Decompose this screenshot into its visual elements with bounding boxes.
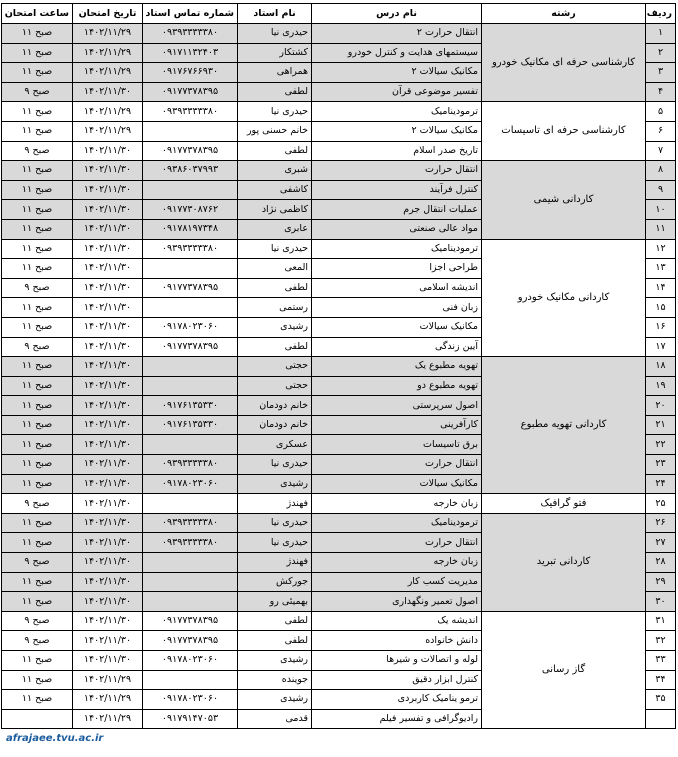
course-name: تفسیر موضوعی قرآن: [312, 82, 482, 102]
course-name: مکانیک سیالات ۲: [312, 63, 482, 83]
exam-time: صبح ۱۱: [2, 200, 73, 220]
teacher-name: شبری: [238, 161, 312, 181]
exam-time: صبح ۹: [2, 611, 73, 631]
teacher-phone: ۰۹۱۷۸۰۲۳۰۶۰: [143, 690, 238, 710]
row-number: ۲۱: [646, 415, 676, 435]
course-name: سیستمهای هدایت و کنترل خودرو: [312, 43, 482, 63]
course-name: اندیشه اسلامی: [312, 278, 482, 298]
exam-time: صبح ۱۱: [2, 435, 73, 455]
table-row: [2, 494, 676, 514]
course-name: رادیوگرافی و تفسیر فیلم: [312, 709, 482, 729]
teacher-name: رشیدی: [238, 690, 312, 710]
teacher-name: حیدری نیا: [238, 24, 312, 44]
teacher-phone: [143, 121, 238, 141]
course-name: ترمودینامیک: [312, 102, 482, 122]
exam-date: ۱۴۰۲/۱۱/۳۰: [73, 141, 143, 161]
teacher-phone: ۰۹۱۷۸۱۹۷۳۴۸: [143, 219, 238, 239]
major-cell: کارشناسی حرفه ای تاسیسات: [482, 102, 646, 161]
teacher-name: فهندژ: [238, 494, 312, 514]
header-row: [2, 4, 676, 24]
teacher-name: لطفی: [238, 631, 312, 651]
exam-date: ۱۴۰۲/۱۱/۲۹: [73, 690, 143, 710]
teacher-name: حجتی: [238, 376, 312, 396]
exam-time: صبح ۹: [2, 553, 73, 573]
row-number: ۲۷: [646, 533, 676, 553]
major-cell: کارشناسی حرفه ای مکانیک خودرو: [482, 24, 646, 102]
exam-time: صبح ۹: [2, 82, 73, 102]
table-row: [2, 161, 676, 181]
teacher-name: خانم دودمان: [238, 415, 312, 435]
row-number: ۲۶: [646, 513, 676, 533]
course-name: مکانیک سیالات: [312, 474, 482, 494]
row-number: ۳: [646, 63, 676, 83]
exam-date: ۱۴۰۲/۱۱/۳۰: [73, 435, 143, 455]
course-name: تاریخ صدر اسلام: [312, 141, 482, 161]
exam-time: صبح ۹: [2, 278, 73, 298]
course-name: ترمودینامیک: [312, 513, 482, 533]
teacher-phone: ۰۹۳۹۳۳۳۳۳۸۰: [143, 533, 238, 553]
exam-date: ۱۴۰۲/۱۱/۲۹: [73, 121, 143, 141]
course-name: زبان خارجه: [312, 553, 482, 573]
teacher-phone: ۰۹۱۷۸۰۲۳۰۶۰: [143, 651, 238, 671]
exam-date: ۱۴۰۲/۱۱/۳۰: [73, 180, 143, 200]
course-name: اصول سرپرستی: [312, 396, 482, 416]
exam-date: ۱۴۰۲/۱۱/۳۰: [73, 631, 143, 651]
row-number: ۱۶: [646, 317, 676, 337]
teacher-phone: ۰۹۳۸۶۰۳۷۹۹۳: [143, 161, 238, 181]
exam-date: ۱۴۰۲/۱۱/۳۰: [73, 474, 143, 494]
exam-schedule: [2, 3, 676, 729]
course-name: مدیریت کسب کار: [312, 572, 482, 592]
teacher-name: حجتی: [238, 357, 312, 377]
row-number: ۳۵: [646, 690, 676, 710]
teacher-phone: ۰۹۱۷۶۱۳۵۳۳۰: [143, 415, 238, 435]
exam-time: صبح ۱۱: [2, 161, 73, 181]
course-name: ترمو ینامیک کاربردی: [312, 690, 482, 710]
course-name: انتقال حرارت ۲: [312, 24, 482, 44]
teacher-phone: [143, 298, 238, 318]
teacher-phone: [143, 494, 238, 514]
teacher-name: حیدری نیا: [238, 102, 312, 122]
course-name: اندیشه یک: [312, 611, 482, 631]
exam-date: ۱۴۰۲/۱۱/۳۰: [73, 533, 143, 553]
course-name: کنترل فرآیند: [312, 180, 482, 200]
exam-time: صبح ۱۱: [2, 455, 73, 475]
row-number: ۱۱: [646, 219, 676, 239]
exam-date: ۱۴۰۲/۱۱/۳۰: [73, 415, 143, 435]
teacher-name: رشیدی: [238, 651, 312, 671]
teacher-phone: ۰۹۱۷۷۳۷۸۳۹۵: [143, 611, 238, 631]
course-name: عملیات انتقال جرم: [312, 200, 482, 220]
teacher-phone: [143, 553, 238, 573]
exam-date: ۱۴۰۲/۱۱/۲۹: [73, 709, 143, 729]
teacher-name: رشیدی: [238, 474, 312, 494]
teacher-phone: ۰۹۱۷۶۱۳۵۳۳۰: [143, 396, 238, 416]
row-number: ۱۰: [646, 200, 676, 220]
exam-date: ۱۴۰۲/۱۱/۳۰: [73, 200, 143, 220]
teacher-phone: ۰۹۱۷۶۷۶۶۹۳۰: [143, 63, 238, 83]
course-name: انتقال حرارت: [312, 161, 482, 181]
row-number: ۲۸: [646, 553, 676, 573]
exam-time: صبح ۱۱: [2, 180, 73, 200]
schedule-body: [2, 24, 676, 729]
exam-date: ۱۴۰۲/۱۱/۳۰: [73, 239, 143, 259]
teacher-name: فهندژ: [238, 553, 312, 573]
header-major: رشته: [482, 4, 646, 24]
table-row: [2, 611, 676, 631]
teacher-name: حیدری نیا: [238, 533, 312, 553]
exam-date: ۱۴۰۲/۱۱/۳۰: [73, 651, 143, 671]
exam-date: ۱۴۰۲/۱۱/۳۰: [73, 494, 143, 514]
teacher-name: خانم دودمان: [238, 396, 312, 416]
teacher-phone: ۰۹۳۹۳۳۳۳۳۸۰: [143, 102, 238, 122]
row-number: ۲۰: [646, 396, 676, 416]
teacher-phone: [143, 376, 238, 396]
exam-time: صبح ۱۱: [2, 357, 73, 377]
exam-date: ۱۴۰۲/۱۱/۲۹: [73, 102, 143, 122]
exam-time: صبح ۱۱: [2, 513, 73, 533]
exam-time: صبح ۱۱: [2, 121, 73, 141]
exam-date: ۱۴۰۲/۱۱/۳۰: [73, 513, 143, 533]
exam-schedule-table: [1, 3, 676, 729]
teacher-name: لطفی: [238, 337, 312, 357]
exam-date: ۱۴۰۲/۱۱/۳۰: [73, 317, 143, 337]
exam-time: صبح ۱۱: [2, 102, 73, 122]
row-number: ۱۴: [646, 278, 676, 298]
exam-time: صبح ۹: [2, 494, 73, 514]
teacher-phone: ۰۹۱۷۸۰۲۳۰۶۰: [143, 474, 238, 494]
exam-time: صبح ۱۱: [2, 474, 73, 494]
exam-date: ۱۴۰۲/۱۱/۳۰: [73, 82, 143, 102]
teacher-name: حیدری نیا: [238, 513, 312, 533]
exam-date: ۱۴۰۲/۱۱/۲۹: [73, 43, 143, 63]
row-number: ۲۳: [646, 455, 676, 475]
exam-date: ۱۴۰۲/۱۱/۳۰: [73, 592, 143, 612]
teacher-phone: [143, 357, 238, 377]
row-number: ۸: [646, 161, 676, 181]
row-number: ۱: [646, 24, 676, 44]
exam-time: صبح ۹: [2, 631, 73, 651]
major-cell: کاردانی مکانیک خودرو: [482, 239, 646, 357]
exam-date: ۱۴۰۲/۱۱/۳۰: [73, 298, 143, 318]
course-name: کارآفرینی: [312, 415, 482, 435]
exam-date: ۱۴۰۲/۱۱/۲۹: [73, 63, 143, 83]
course-name: انتقال حرارت: [312, 455, 482, 475]
teacher-phone: ۰۹۳۹۳۳۳۳۳۸۰: [143, 239, 238, 259]
teacher-name: کاشفی: [238, 180, 312, 200]
row-number: ۱۳: [646, 259, 676, 279]
teacher-phone: ۰۹۱۷۷۳۷۸۳۹۵: [143, 337, 238, 357]
teacher-name: کشتکار: [238, 43, 312, 63]
teacher-name: لطفی: [238, 141, 312, 161]
teacher-phone: ۰۹۳۹۳۳۳۳۳۸۰: [143, 455, 238, 475]
row-number: ۳۲: [646, 631, 676, 651]
exam-time: صبح ۱۱: [2, 43, 73, 63]
exam-date: ۱۴۰۲/۱۱/۳۰: [73, 219, 143, 239]
header-phone: شماره تماس استاد: [143, 4, 238, 24]
exam-time: صبح ۱۱: [2, 317, 73, 337]
row-number: ۳۱: [646, 611, 676, 631]
row-number: ۳۴: [646, 670, 676, 690]
course-name: مکانیک سیالات ۲: [312, 121, 482, 141]
course-name: مکانیک سیالات: [312, 317, 482, 337]
teacher-phone: ۰۹۱۷۷۳۷۸۳۹۵: [143, 278, 238, 298]
major-cell: فتو گرافیک: [482, 494, 646, 514]
row-number: ۱۷: [646, 337, 676, 357]
teacher-name: لطفی: [238, 611, 312, 631]
exam-time: صبح ۱۱: [2, 670, 73, 690]
teacher-phone: ۰۹۱۷۸۰۲۳۰۶۰: [143, 317, 238, 337]
row-number: ۴: [646, 82, 676, 102]
exam-time: صبح ۱۱: [2, 415, 73, 435]
exam-time: صبح ۹: [2, 141, 73, 161]
teacher-phone: ۰۹۳۹۳۳۳۳۳۸۰: [143, 24, 238, 44]
row-number: ۲: [646, 43, 676, 63]
exam-date: ۱۴۰۲/۱۱/۲۹: [73, 24, 143, 44]
exam-date: ۱۴۰۲/۱۱/۳۰: [73, 455, 143, 475]
teacher-phone: ۰۹۱۷۱۱۳۲۴۰۳: [143, 43, 238, 63]
exam-time: صبح ۱۱: [2, 592, 73, 612]
teacher-name: حیدری نیا: [238, 239, 312, 259]
teacher-phone: [143, 572, 238, 592]
exam-time: صبح ۱۱: [2, 63, 73, 83]
teacher-name: جورکش: [238, 572, 312, 592]
exam-date: ۱۴۰۲/۱۱/۳۰: [73, 376, 143, 396]
exam-time: صبح ۱۱: [2, 690, 73, 710]
course-name: آیین زندگی: [312, 337, 482, 357]
row-number: ۳۳: [646, 651, 676, 671]
header-teacher: نام استاد: [238, 4, 312, 24]
course-name: کنترل ابزار دقیق: [312, 670, 482, 690]
exam-date: ۱۴۰۲/۱۱/۳۰: [73, 337, 143, 357]
row-number: ۱۵: [646, 298, 676, 318]
major-cell: گاز رسانی: [482, 611, 646, 729]
teacher-phone: [143, 180, 238, 200]
row-number: ۲۹: [646, 572, 676, 592]
exam-date: ۱۴۰۲/۱۱/۳۰: [73, 396, 143, 416]
teacher-name: المعی: [238, 259, 312, 279]
row-number: ۶: [646, 121, 676, 141]
row-number: [646, 709, 676, 729]
course-name: مواد عالی صنعتی: [312, 219, 482, 239]
course-name: انتقال حرارت: [312, 533, 482, 553]
major-cell: کاردانی شیمی: [482, 161, 646, 239]
course-name: طراحی اجزا: [312, 259, 482, 279]
exam-date: ۱۴۰۲/۱۱/۳۰: [73, 161, 143, 181]
course-name: اصول تعمیر ونگهداری: [312, 592, 482, 612]
teacher-name: حیدری نیا: [238, 455, 312, 475]
teacher-phone: [143, 259, 238, 279]
row-number: ۳۰: [646, 592, 676, 612]
teacher-phone: ۰۹۱۷۷۳۰۸۷۶۲: [143, 200, 238, 220]
row-number: ۱۹: [646, 376, 676, 396]
exam-time: صبح ۱۱: [2, 259, 73, 279]
exam-time: [2, 709, 73, 729]
row-number: ۱۸: [646, 357, 676, 377]
course-name: زبان فنی: [312, 298, 482, 318]
exam-time: صبح ۱۱: [2, 396, 73, 416]
table-row: [2, 102, 676, 122]
major-cell: کاردانی تهویه مطبوع: [482, 357, 646, 494]
exam-time: صبح ۱۱: [2, 376, 73, 396]
row-number: ۱۲: [646, 239, 676, 259]
major-cell: کاردانی تبرید: [482, 513, 646, 611]
exam-date: ۱۴۰۲/۱۱/۲۹: [73, 670, 143, 690]
row-number: ۹: [646, 180, 676, 200]
teacher-name: عسکری: [238, 435, 312, 455]
row-number: ۲۴: [646, 474, 676, 494]
teacher-name: عابری: [238, 219, 312, 239]
exam-time: صبح ۱۱: [2, 239, 73, 259]
teacher-phone: ۰۹۱۷۷۳۷۸۳۹۵: [143, 82, 238, 102]
exam-time: صبح ۱۱: [2, 651, 73, 671]
teacher-phone: ۰۹۱۷۷۳۷۸۳۹۵: [143, 141, 238, 161]
site-watermark: afrajaee.tvu.ac.ir: [6, 733, 104, 744]
teacher-phone: [143, 592, 238, 612]
course-name: برق تاسیسات: [312, 435, 482, 455]
course-name: تهویه مطبوع یک: [312, 357, 482, 377]
row-number: ۲۵: [646, 494, 676, 514]
table-row: [2, 513, 676, 533]
exam-date: ۱۴۰۲/۱۱/۳۰: [73, 357, 143, 377]
teacher-name: خانم حسنی پور: [238, 121, 312, 141]
row-number: ۲۲: [646, 435, 676, 455]
exam-date: ۱۴۰۲/۱۱/۳۰: [73, 553, 143, 573]
exam-date: ۱۴۰۲/۱۱/۳۰: [73, 259, 143, 279]
teacher-name: قدمی: [238, 709, 312, 729]
exam-date: ۱۴۰۲/۱۱/۳۰: [73, 572, 143, 592]
teacher-name: همراهی: [238, 63, 312, 83]
table-row: [2, 24, 676, 44]
teacher-phone: ۰۹۱۷۷۳۷۸۳۹۵: [143, 631, 238, 651]
teacher-name: رشیدی: [238, 317, 312, 337]
teacher-name: بهمیئی رو: [238, 592, 312, 612]
teacher-name: لطفی: [238, 82, 312, 102]
teacher-phone: ۰۹۱۷۹۱۴۷۰۵۳: [143, 709, 238, 729]
exam-time: صبح ۱۱: [2, 24, 73, 44]
course-name: زبان خارجه: [312, 494, 482, 514]
course-name: لوله و اتصالات و شیرها: [312, 651, 482, 671]
teacher-name: لطفی: [238, 278, 312, 298]
exam-time: صبح ۱۱: [2, 298, 73, 318]
exam-date: ۱۴۰۲/۱۱/۳۰: [73, 278, 143, 298]
header-row-number: ردیف: [646, 4, 676, 24]
course-name: ترمودینامیک: [312, 239, 482, 259]
exam-time: صبح ۱۱: [2, 533, 73, 553]
teacher-name: جوینده: [238, 670, 312, 690]
course-name: تهویه مطبوع دو: [312, 376, 482, 396]
teacher-name: کاظمی نژاد: [238, 200, 312, 220]
course-name: دانش خانواده: [312, 631, 482, 651]
table-row: [2, 357, 676, 377]
row-number: ۷: [646, 141, 676, 161]
teacher-phone: [143, 435, 238, 455]
exam-date: ۱۴۰۲/۱۱/۳۰: [73, 611, 143, 631]
row-number: ۵: [646, 102, 676, 122]
exam-time: صبح ۹: [2, 337, 73, 357]
teacher-phone: [143, 670, 238, 690]
exam-time: صبح ۱۱: [2, 219, 73, 239]
header-course: نام درس: [312, 4, 482, 24]
table-row: [2, 239, 676, 259]
header-time: ساعت امتحان: [2, 4, 73, 24]
teacher-name: رستمی: [238, 298, 312, 318]
header-date: تاریخ امتحان: [73, 4, 143, 24]
teacher-phone: ۰۹۳۹۳۳۳۳۳۸۰: [143, 513, 238, 533]
exam-time: صبح ۱۱: [2, 572, 73, 592]
